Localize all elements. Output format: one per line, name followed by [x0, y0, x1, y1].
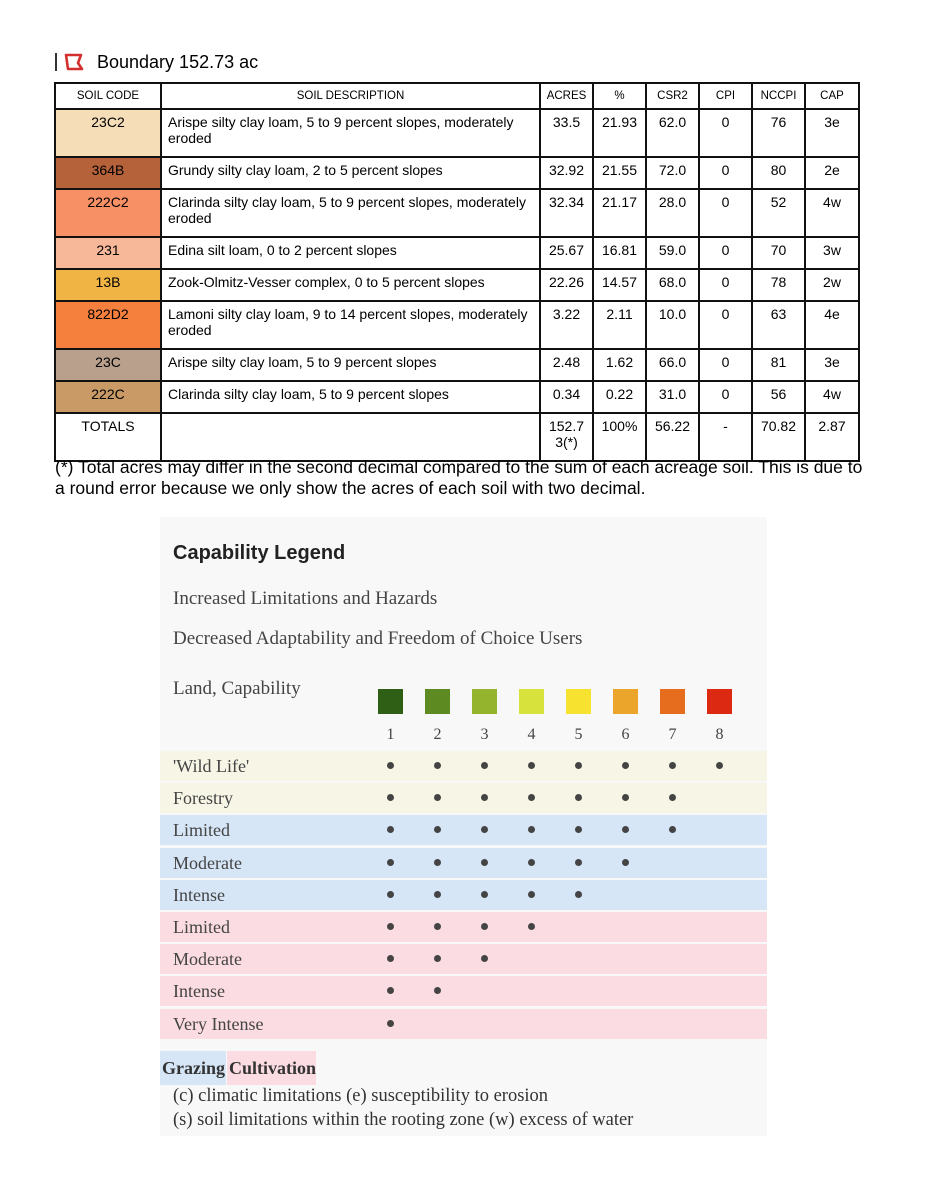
- capability-class-6-swatch: [613, 689, 638, 714]
- suitability-dot: [575, 794, 582, 801]
- totals-cpi-cell: -: [699, 413, 752, 461]
- capability-class-5-label: 5: [574, 726, 583, 743]
- csr2-cell: 68.0: [646, 269, 699, 301]
- suitability-dot: [622, 859, 629, 866]
- acres-cell: 3.22: [540, 301, 593, 349]
- capability-legend: [160, 517, 767, 1136]
- cap-cell: 4w: [805, 381, 859, 413]
- suitability-dot: [669, 794, 676, 801]
- csr2-cell: 62.0: [646, 109, 699, 157]
- legend-row-wildlife: [160, 783, 767, 813]
- acres-cell: 32.34: [540, 189, 593, 237]
- totals-acres-cell: 152.7 3(*): [540, 413, 593, 461]
- legend-title: Capability Legend: [173, 542, 346, 564]
- suitability-dot: [434, 859, 441, 866]
- suitability-dot: [387, 1020, 394, 1027]
- table-row: [55, 381, 859, 413]
- totals-cap-cell: 2.87: [805, 413, 859, 461]
- legend-row-cultivation: [160, 1009, 767, 1039]
- suitability-dot: [387, 826, 394, 833]
- suitability-dot: [528, 794, 535, 801]
- legend-row-grazing: [160, 848, 767, 878]
- header-percent: %: [593, 83, 646, 109]
- suitability-dot: [622, 794, 629, 801]
- suitability-dot: [434, 826, 441, 833]
- cap-cell: 4w: [805, 189, 859, 237]
- cap-cell: 3e: [805, 349, 859, 381]
- legend-footnote-1: (c) climatic limitations (e) susceptibility to erosion: [173, 1086, 549, 1106]
- suitability-dot: [434, 794, 441, 801]
- header-nccpi: NCCPI: [752, 83, 805, 109]
- percent-cell: 2.11: [593, 301, 646, 349]
- totals-description-cell: [161, 413, 540, 461]
- suitability-dot: [434, 987, 441, 994]
- percent-cell: 21.17: [593, 189, 646, 237]
- nccpi-cell: 81: [752, 349, 805, 381]
- capability-class-2-label: 2: [433, 726, 442, 743]
- totals-row: [55, 413, 859, 461]
- soil-description-cell: Edina silt loam, 0 to 2 percent slopes: [161, 237, 540, 269]
- acreage-footnote: (*) Total acres may differ in the second decimal compared to the sum of each acreage soil. This is due to a round error because we only show the acres of each soil with two decimal.: [55, 457, 863, 498]
- capability-class-4-swatch: [519, 689, 544, 714]
- suitability-dot: [528, 923, 535, 930]
- suitability-dot: [575, 826, 582, 833]
- soil-description-cell: Clarinda silty clay loam, 5 to 9 percent slopes: [161, 381, 540, 413]
- legend-row-label: Limited: [173, 820, 230, 841]
- header-acres: ACRES: [540, 83, 593, 109]
- legend-land-capability-label: Land, Capability: [173, 678, 301, 699]
- percent-cell: 1.62: [593, 349, 646, 381]
- suitability-dot: [434, 923, 441, 930]
- totals-label-cell: TOTALS: [55, 413, 161, 461]
- suitability-dot: [387, 762, 394, 769]
- table-row: [55, 301, 859, 349]
- suitability-dot: [575, 762, 582, 769]
- nccpi-cell: 78: [752, 269, 805, 301]
- table-header-row: [55, 83, 859, 109]
- cultivation-tag: Cultivation: [227, 1051, 316, 1085]
- soil-code-cell: 231: [55, 237, 161, 269]
- soil-description-cell: Lamoni silty clay loam, 9 to 14 percent slopes, moderately eroded: [161, 301, 540, 349]
- nccpi-cell: 52: [752, 189, 805, 237]
- soil-table: [54, 82, 860, 462]
- csr2-cell: 72.0: [646, 157, 699, 189]
- boundary-header: [55, 50, 258, 74]
- nccpi-cell: 76: [752, 109, 805, 157]
- legend-footnote-2: (s) soil limitations within the rooting zone (w) excess of water: [173, 1110, 634, 1130]
- capability-class-8-swatch: [707, 689, 732, 714]
- suitability-dot: [481, 859, 488, 866]
- totals-nccpi-cell: 70.82: [752, 413, 805, 461]
- suitability-dot: [481, 923, 488, 930]
- suitability-dot: [481, 955, 488, 962]
- capability-class-5-swatch: [566, 689, 591, 714]
- capability-class-1-label: 1: [386, 726, 395, 743]
- suitability-dot: [434, 891, 441, 898]
- percent-cell: 14.57: [593, 269, 646, 301]
- csr2-cell: 31.0: [646, 381, 699, 413]
- legend-row-label: Forestry: [173, 788, 233, 809]
- legend-row-label: Intense: [173, 981, 225, 1002]
- soil-description-cell: Clarinda silty clay loam, 5 to 9 percent slopes, moderately eroded: [161, 189, 540, 237]
- suitability-dot: [434, 762, 441, 769]
- legend-row-label: Intense: [173, 884, 225, 905]
- cpi-cell: 0: [699, 189, 752, 237]
- table-row: [55, 189, 859, 237]
- soil-description-cell: Grundy silty clay loam, 2 to 5 percent slopes: [161, 157, 540, 189]
- percent-cell: 16.81: [593, 237, 646, 269]
- suitability-dot: [716, 762, 723, 769]
- cpi-cell: 0: [699, 237, 752, 269]
- suitability-dot: [622, 826, 629, 833]
- acres-cell: 32.92: [540, 157, 593, 189]
- boundary-title: Boundary 152.73 ac: [97, 51, 259, 72]
- legend-row-label: Moderate: [173, 949, 242, 970]
- capability-class-8-label: 8: [715, 726, 724, 743]
- nccpi-cell: 70: [752, 237, 805, 269]
- suitability-dot: [387, 955, 394, 962]
- legend-row-label: Very Intense: [173, 1013, 264, 1034]
- boundary-divider: [55, 53, 57, 71]
- capability-class-1-swatch: [378, 689, 403, 714]
- suitability-dot: [528, 891, 535, 898]
- soil-description-cell: Arispe silty clay loam, 5 to 9 percent slopes: [161, 349, 540, 381]
- suitability-dot: [387, 859, 394, 866]
- percent-cell: 21.55: [593, 157, 646, 189]
- acres-cell: 0.34: [540, 381, 593, 413]
- acres-cell: 22.26: [540, 269, 593, 301]
- suitability-dot: [481, 762, 488, 769]
- cpi-cell: 0: [699, 381, 752, 413]
- nccpi-cell: 63: [752, 301, 805, 349]
- capability-class-3-label: 3: [480, 726, 489, 743]
- percent-cell: 0.22: [593, 381, 646, 413]
- suitability-dot: [387, 923, 394, 930]
- legend-row-cultivation: [160, 912, 767, 942]
- soil-code-cell: 13B: [55, 269, 161, 301]
- cap-cell: 4e: [805, 301, 859, 349]
- table-row: [55, 109, 859, 157]
- suitability-dot: [528, 762, 535, 769]
- soil-code-cell: 222C: [55, 381, 161, 413]
- boundary-polygon-icon: [63, 52, 85, 72]
- cap-cell: 2e: [805, 157, 859, 189]
- suitability-dot: [434, 955, 441, 962]
- legend-line-limitations: Increased Limitations and Hazards: [173, 588, 438, 609]
- cpi-cell: 0: [699, 349, 752, 381]
- cpi-cell: 0: [699, 269, 752, 301]
- suitability-dot: [481, 826, 488, 833]
- suitability-dot: [387, 891, 394, 898]
- header-csr2: CSR2: [646, 83, 699, 109]
- suitability-dot: [481, 891, 488, 898]
- suitability-dot: [575, 891, 582, 898]
- cap-cell: 3e: [805, 109, 859, 157]
- suitability-dot: [528, 859, 535, 866]
- csr2-cell: 66.0: [646, 349, 699, 381]
- cpi-cell: 0: [699, 109, 752, 157]
- header-soil-description: SOIL DESCRIPTION: [161, 83, 540, 109]
- legend-row-cultivation: [160, 976, 767, 1006]
- csr2-cell: 10.0: [646, 301, 699, 349]
- table-row: [55, 269, 859, 301]
- soil-code-cell: 222C2: [55, 189, 161, 237]
- acres-cell: 33.5: [540, 109, 593, 157]
- legend-row-wildlife: [160, 751, 767, 781]
- capability-class-6-label: 6: [621, 726, 630, 743]
- csr2-cell: 28.0: [646, 189, 699, 237]
- suitability-dot: [528, 826, 535, 833]
- header-cpi: CPI: [699, 83, 752, 109]
- cpi-cell: 0: [699, 301, 752, 349]
- table-row: [55, 157, 859, 189]
- soil-code-cell: 822D2: [55, 301, 161, 349]
- table-row: [55, 349, 859, 381]
- header-soil-code: SOIL CODE: [55, 83, 161, 109]
- suitability-dot: [387, 794, 394, 801]
- legend-row-cultivation: [160, 944, 767, 974]
- suitability-dot: [481, 794, 488, 801]
- acres-cell: 2.48: [540, 349, 593, 381]
- legend-row-label: 'Wild Life': [173, 756, 250, 776]
- soil-code-cell: 364B: [55, 157, 161, 189]
- nccpi-cell: 80: [752, 157, 805, 189]
- cpi-cell: 0: [699, 157, 752, 189]
- legend-row-label: Limited: [173, 917, 230, 937]
- totals-csr2-cell: 56.22: [646, 413, 699, 461]
- table-row: [55, 237, 859, 269]
- cap-cell: 2w: [805, 269, 859, 301]
- header-cap: CAP: [805, 83, 859, 109]
- capability-class-4-label: 4: [527, 726, 536, 743]
- totals-percent-cell: 100%: [593, 413, 646, 461]
- soil-code-cell: 23C2: [55, 109, 161, 157]
- suitability-dot: [669, 826, 676, 833]
- capability-class-3-swatch: [472, 689, 497, 714]
- suitability-dot: [622, 762, 629, 769]
- capability-class-2-swatch: [425, 689, 450, 714]
- suitability-dot: [669, 762, 676, 769]
- legend-row-label: Moderate: [173, 852, 242, 873]
- nccpi-cell: 56: [752, 381, 805, 413]
- cap-cell: 3w: [805, 237, 859, 269]
- legend-row-grazing: [160, 815, 767, 845]
- suitability-dot: [387, 987, 394, 994]
- soil-code-cell: 23C: [55, 349, 161, 381]
- percent-cell: 21.93: [593, 109, 646, 157]
- suitability-dot: [575, 859, 582, 866]
- soil-description-cell: Arispe silty clay loam, 5 to 9 percent slopes, moderately eroded: [161, 109, 540, 157]
- legend-line-adaptability: Decreased Adaptability and Freedom of Choice Users: [173, 628, 583, 649]
- grazing-tag: Grazing: [160, 1051, 226, 1085]
- capability-class-7-swatch: [660, 689, 685, 714]
- legend-row-grazing: [160, 880, 767, 910]
- acres-cell: 25.67: [540, 237, 593, 269]
- soil-description-cell: Zook-Olmitz-Vesser complex, 0 to 5 percent slopes: [161, 269, 540, 301]
- capability-class-7-label: 7: [668, 726, 677, 743]
- csr2-cell: 59.0: [646, 237, 699, 269]
